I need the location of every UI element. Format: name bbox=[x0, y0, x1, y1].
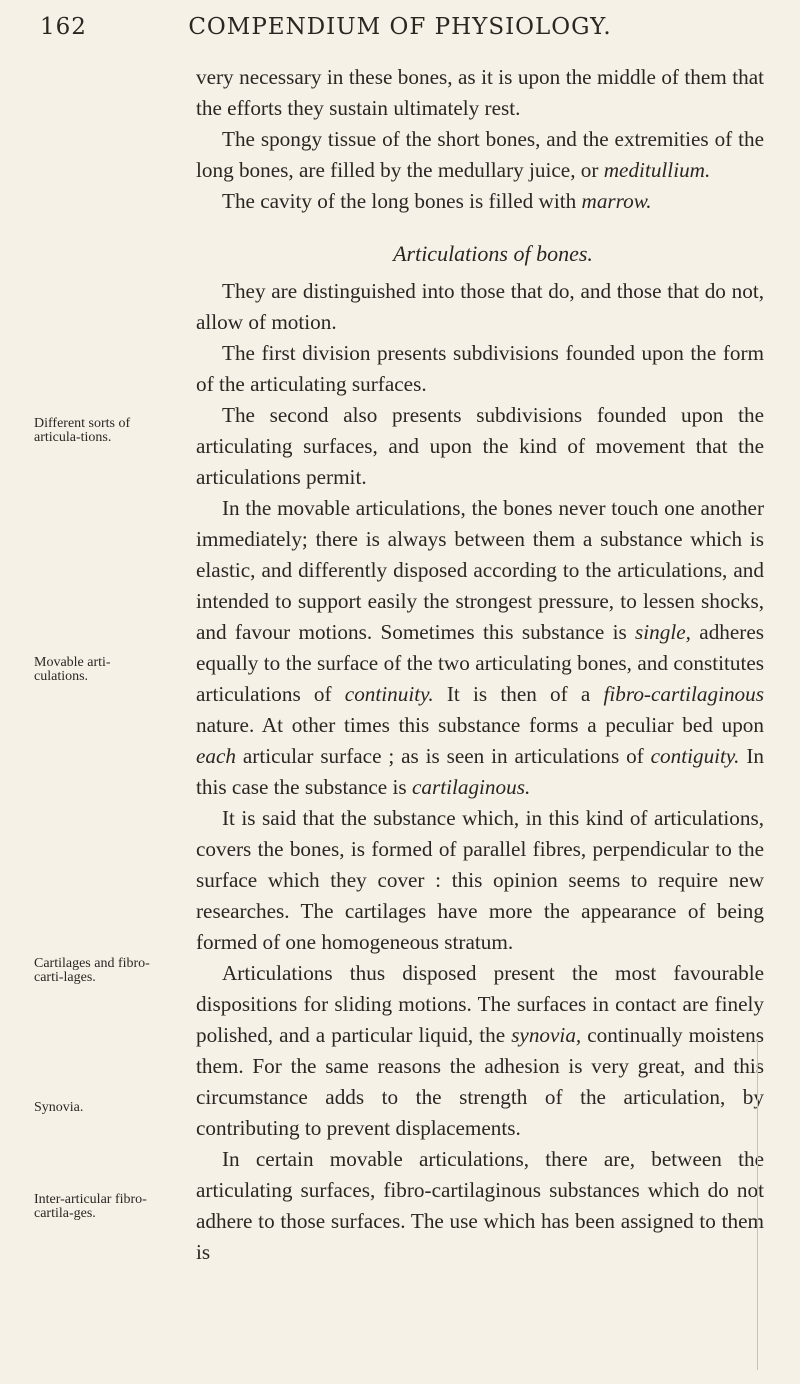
page-edge bbox=[757, 1040, 764, 1370]
running-title: COMPENDIUM OF PHYSIOLOGY. bbox=[188, 14, 612, 40]
paragraph-3: The cavity of the long bones is filled with marrow. bbox=[222, 189, 652, 213]
paragraph-8: It is said that the substance which, in this kind of articulations, covers the bones, is formed of parallel fibres, perpendicular to the surface which they cover : this opinion seems to require new researches. The cartilages have more the appearance of being formed of one homogeneous stratum. bbox=[196, 806, 764, 954]
margin-note-synovia: Synovia. bbox=[34, 1100, 84, 1115]
paragraph-2: The spongy tissue of the short bones, and the extremities of the long bones, are filled by the medullary juice, or meditullium. bbox=[196, 127, 764, 182]
paragraph-4: They are distinguished into those that do, and those that do not, allow of motion. bbox=[196, 279, 764, 334]
paragraph-6: The second also presents subdivisions founded upon the articulating surfaces, and upon the kind of movement that the articulations permit. bbox=[196, 403, 764, 489]
margin-note-different-sorts: Different sorts of articula-tions. bbox=[34, 416, 131, 445]
page-number: 162 bbox=[40, 14, 87, 40]
margin-note-inter-articular: Inter-articular fibro-cartila-ges. bbox=[34, 1192, 147, 1221]
margin-note-movable-articulations: Movable arti-culations. bbox=[34, 655, 111, 684]
paragraph-5: The first division presents subdivisions founded upon the form of the articulating surfaces. bbox=[196, 341, 764, 396]
margin-note-cartilages: Cartilages and fibro-carti-lages. bbox=[34, 956, 150, 985]
paragraph-9: Articulations thus disposed present the most favourable dispositions for sliding motions. The surfaces in contact are finely polished, and a particular liquid, the synovia, continually moistens them. For the same reasons the adhesion is very great, and this circumstance adds to the strength of the articulation, by contributing to prevent displacements. bbox=[196, 961, 764, 1140]
section-heading: Articulations of bones. bbox=[393, 241, 593, 266]
page-header bbox=[40, 14, 760, 50]
paragraph-10: In certain movable articulations, there are, between the articulating surfaces, fibro-cartilaginous substances which do not adhere to those surfaces. The use which has been assigned to them is bbox=[196, 1147, 764, 1264]
paragraph-7: In the movable articulations, the bones never touch one another immediately; there is always between them a substance which is elastic, and differently disposed according to the articulations, and intended to support easily the strongest pressure, to lessen shocks, and favour motions. Sometimes this substance is single, adheres equally to the surface of the two articulating bones, and constitutes articulations of continuity. It is then of a fibro-cartilaginous nature. At other times this substance forms a peculiar bed upon each articular surface ; as is seen in articulations of contiguity. In this case the substance is cartilaginous. bbox=[196, 496, 764, 799]
body-text bbox=[196, 62, 764, 1268]
paragraph-1: very necessary in these bones, as it is upon the middle of them that the efforts they sustain ultimately rest. bbox=[196, 65, 764, 120]
